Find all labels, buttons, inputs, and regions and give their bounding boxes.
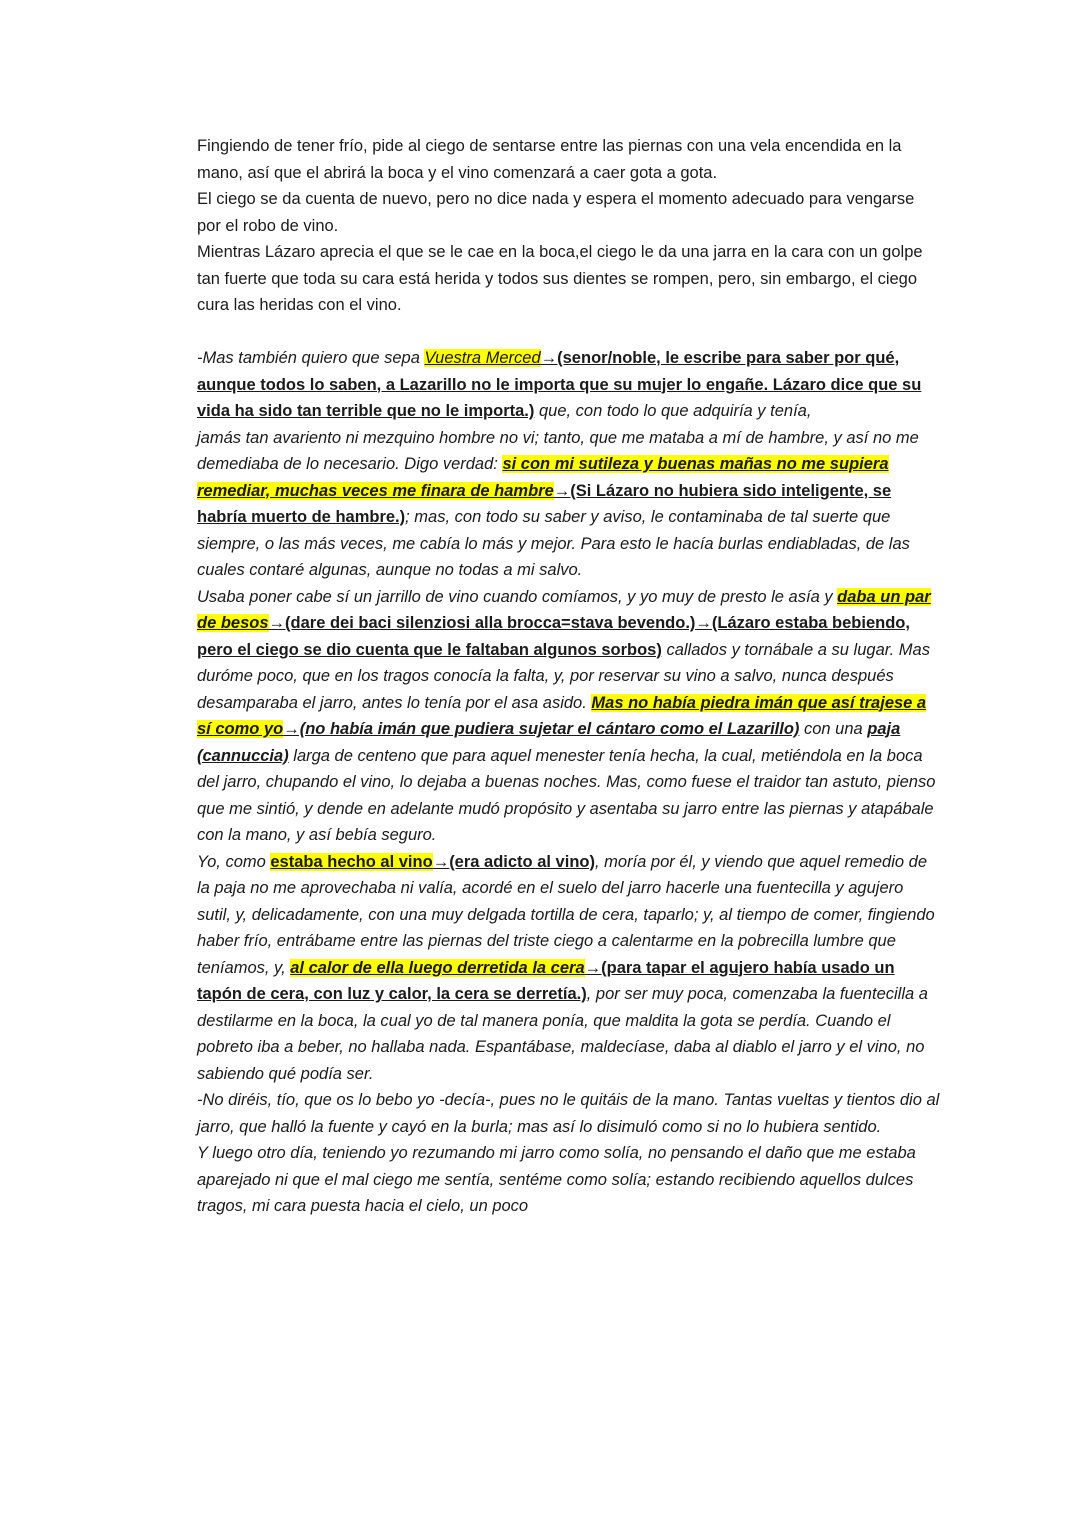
text-run: Usaba poner cabe sí un jarrillo de vino cuando comíamos, y yo muy de presto le asía y — [197, 587, 838, 606]
paragraph — [197, 584, 940, 849]
text-run: ; mas, con todo su saber y aviso, le contaminaba de tal suerte que siempre, o las más veces, me cabía lo más y mejor. Para esto le hacía burlas endiabladas, de las cuales contaré algunas, aunque no todas a mi salvo. — [197, 508, 910, 579]
text-run: →(dare dei baci silenziosi alla brocca=stava bevendo.)→(Lázaro estaba bebiendo, pero el ciego se dio cuenta que le faltaban algunos sorbos) — [197, 614, 910, 659]
text-run: Fingiendo de tener frío, pide al ciego de sentarse entre las piernas con una vela encendida en la mano, así que el abrirá la boca y el vino comenzará a caer gota a gota. — [197, 137, 902, 182]
paragraph — [197, 239, 940, 319]
text-run: al calor de ella luego derretida la cera — [290, 958, 585, 977]
paragraph — [197, 849, 940, 1088]
text-run: larga de centeno que para aquel menester tenía hecha, la cual, metiéndola en la boca del jarro, chupando el vino, lo dejaba a buenas noches. Mas, como fuese el traidor tan astuto, pienso que me sintió, y dende en adelante mudó propósito y asentaba su jarro entre las piernas y atapábale con la mano, y así bebía seguro. — [197, 746, 936, 844]
text-run: →(senor/noble, le escribe para saber por qué, aunque todos lo saben, a Lazarillo no le importa que su mujer lo engañe. Lázaro dice que su vida ha sido tan terrible que no le importa.) — [197, 349, 922, 420]
text-run: daba un par de besos — [197, 587, 931, 632]
paragraph — [197, 425, 940, 584]
text-run: →(para tapar el agujero había usado un tapón de cera, con luz y calor, la cera se derretía.) — [197, 958, 895, 1003]
text-run: , por ser muy poca, comenzaba la fuentecilla a destilarme en la boca, la cual yo de tal manera ponía, que maldita la gota se perdía. Cuando el pobreto iba a beber, no hallaba nada. Espantábase, maldecíase, daba al diablo el jarro y el vino, no sabiendo qué podía ser. — [197, 985, 928, 1083]
text-run: →(era adicto al vino) — [432, 852, 595, 871]
text-run: con una — [799, 720, 868, 738]
text-run: , moría por él, y viendo que aquel remedio de la paja no me aprovechaba ni valía, acordé en el suelo del jarro hacerle una fuentecilla y agujero sutil, y, delicadamente, con una muy delgada tortilla de cera, taparlo; y, al tiempo de comer, fingiendo haber frío, entrábame entre las piernas del triste ciego a calentarme en la pobrecilla lumbre que teníamos, y, — [197, 852, 935, 977]
text-run: Mas no había piedra imán que así trajese a sí como yo — [197, 693, 927, 738]
text-run: si con mi sutileza y buenas mañas no me supiera remediar, muchas veces me finara de hambre — [197, 455, 889, 500]
text-run: Yo, como — [197, 852, 271, 871]
paragraph — [197, 186, 940, 239]
paragraph — [197, 1140, 940, 1220]
text-run: Mientras Lázaro aprecia el que se le cae en la boca,el ciego le da una jarra en la cara con un golpe tan fuerte que toda su cara está herida y todos sus dientes se rompen, pero, sin embargo, el ciego cura las heridas con el vino. — [197, 243, 923, 314]
text-run: paja (cannuccia) — [197, 720, 901, 765]
text-run: →(Si Lázaro no hubiera sido inteligente, se habría muerto de hambre.) — [197, 481, 892, 526]
text-run: Y luego otro día, teniendo yo rezumando mi jarro como solía, no pensando el daño que me estaba aparejado ni que el mal ciego me sentía, sentéme como solía; estando recibiendo aquellos dulces tragos, mi cara puesta hacia el cielo, un poco — [197, 1144, 916, 1215]
paragraph — [197, 133, 940, 186]
paragraph — [197, 345, 940, 425]
text-run: -Mas también quiero que sepa — [197, 349, 425, 367]
text-run: jamás tan avariento ni mezquino hombre no vi; tanto, que me mataba a mí de hambre, y así no me demediaba de lo necesario. Digo verdad: — [197, 428, 919, 473]
text-run: callados y tornábale a su lugar. Mas duróme poco, que en los tragos conocía la falta, y, por reservar su vino a salvo, nunca después desamparaba el jarro, antes lo tenía por el asa asido. — [197, 640, 930, 712]
text-run: estaba hecho al vino — [270, 852, 433, 871]
text-run: que, con todo lo que adquiría y tenía, — [534, 402, 812, 420]
text-run: -No diréis, tío, que os lo bebo yo -decía-, pues no le quitáis de la mano. Tantas vueltas y tientos dio al jarro, que halló la fuente y cayó en la burla; mas así lo disimuló como si no lo hubiera sentido. — [197, 1091, 940, 1136]
text-run: El ciego se da cuenta de nuevo, pero no dice nada y espera el momento adecuado para vengarse por el robo de vino. — [197, 190, 915, 235]
paragraph — [197, 1087, 940, 1140]
paragraph-spacer — [197, 319, 940, 346]
text-run: Vuestra Merced — [424, 349, 541, 367]
text-run: →(no había imán que pudiera sujetar el cántaro como el Lazarillo) — [283, 720, 800, 738]
